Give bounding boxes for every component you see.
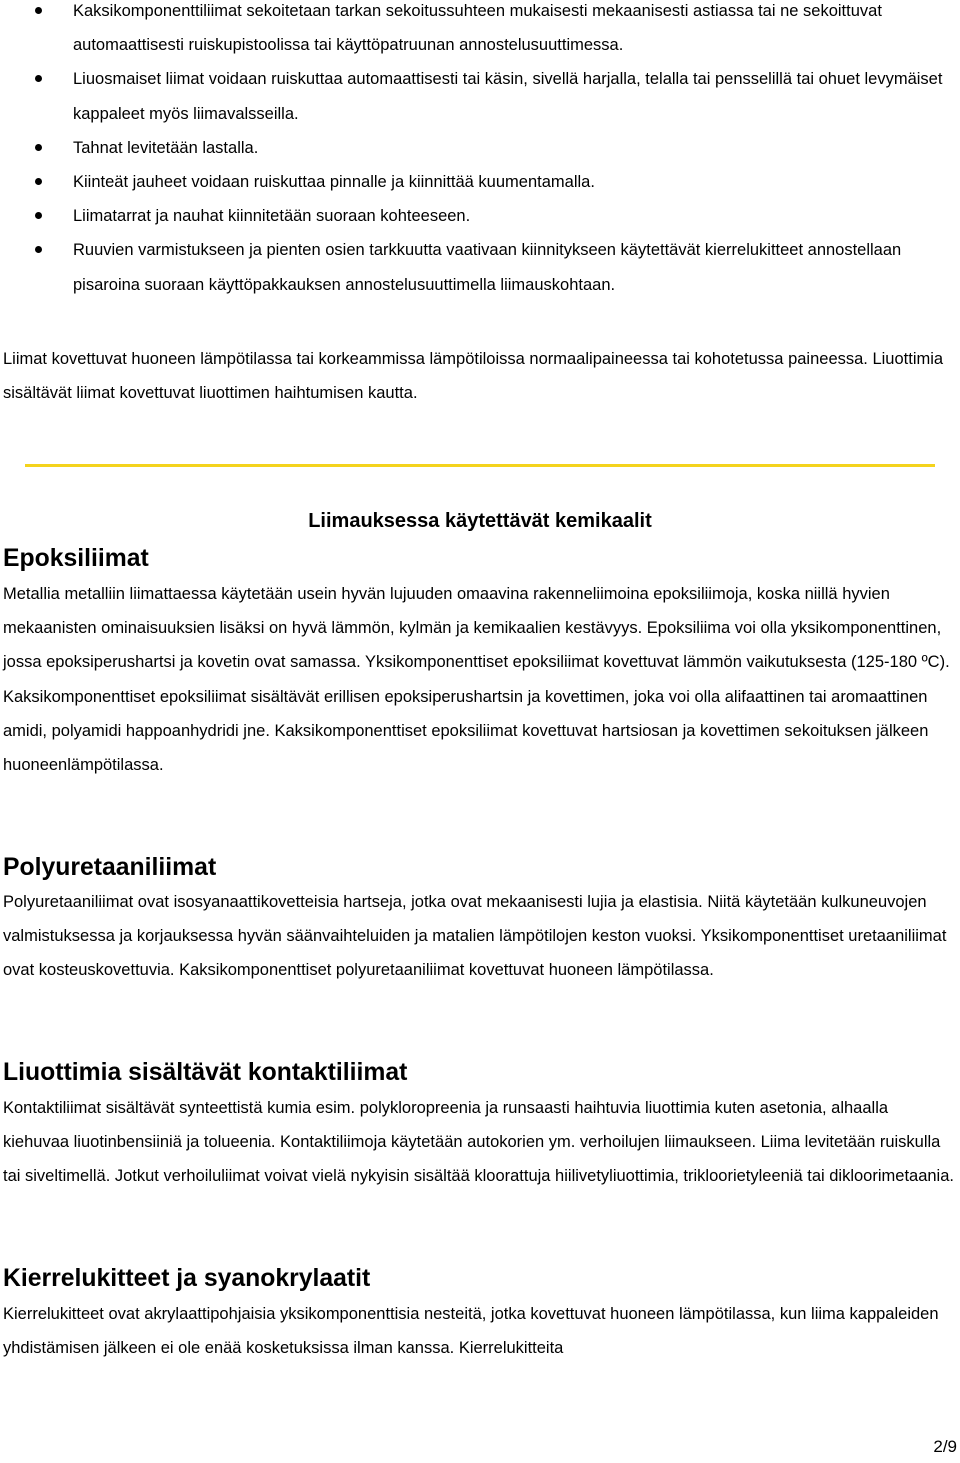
contact-adhesives-paragraph: Kontaktiliimat sisältävät synteettistä kumia esim. polykloropreenia ja runsaasti haihtuvia liuottimia kuten asetonia, alhaalla kiehuvaa liuotinbensiiniä ja tolueenia. Kontaktiliimoja käytetään autokorien ym. verhoilujen liimaukseen. Liima levitetään ruiskulla tai siveltimellä. Jotkut verhoiluliimat voivat vielä nykyisin sisältää kloorattuja hiilivetyliuottimia, trikloorietyleeniä tai dikloorimetaania. <box>3 1099 954 1186</box>
application-methods-list <box>0 0 960 302</box>
bullet-icon <box>35 212 42 219</box>
bullet-icon <box>35 144 42 151</box>
curing-paragraph: Liimat kovettuvat huoneen lämpötilassa tai korkeammissa lämpötiloissa normaalipaineessa tai kohotetussa paineessa. Liuottimia sisältävät liimat kovettuvat liuottimen haihtumisen kautta. <box>3 350 944 403</box>
epoxy-heading: Epoksiliimat <box>3 545 149 572</box>
list-item-text: Ruuvien varmistukseen ja pienten osien tarkkuutta vaativaan kiinnitykseen käytettävät kierrelukitteet annostellaan pisaroina suoraan käyttöpakkauksen annostelusuuttimella liimauskohtaan. <box>73 241 902 294</box>
list-item <box>0 131 960 165</box>
list-item-text: Liuosmaiset liimat voidaan ruiskuttaa automaattisesti tai käsin, sivellä harjalla, telalla tai pensselillä tai ohuet levymäiset kappaleet myös liimavalsseilla. <box>73 70 943 123</box>
list-item <box>0 233 960 301</box>
bullet-icon <box>35 246 42 253</box>
bullet-icon <box>35 178 42 185</box>
contact-adhesives-heading: Liuottimia sisältävät kontaktiliimat <box>3 1059 408 1086</box>
list-item <box>0 0 960 62</box>
epoxy-paragraph: Metallia metalliin liimattaessa käytetään usein hyvän lujuuden omaavina rakenneliimoina epoksiliimoja, koska niillä hyvien mekaanisten ominaisuuksien lisäksi on hyvä lämmön, kylmän ja kemikaalien kestävyys. Epoksiliima voi olla yksikomponenttinen, jossa epoksiperushartsi ja kovetin ovat samassa. Yksikomponenttiset epoksiliimat kovettuvat lämmön vaikutuksesta (125-180 ºC). Kaksikomponenttiset epoksiliimat sisältävät erillisen epoksiperushartsin ja kovettimen, joka voi olla alifaattinen tai aromaattinen amidi, polyamidi happoanhydridi jne. Kaksikomponenttiset epoksiliimat kovettuvat hartsiosan ja kovettimen sekoituksen jälkeen huoneenlämpötilassa. <box>3 585 950 775</box>
section-title <box>0 503 960 539</box>
section-title-text: Liimauksessa käytettävät kemikaalit <box>308 510 652 532</box>
list-item-text: Kaksikomponenttiliimat sekoitetaan tarkan sekoitussuhteen mukaisesti mekaanisesti astiassa tai ne sekoittuvat automaattisesti ruiskupistoolissa tai käyttöpatruunan annostelusuuttimessa. <box>73 2 882 55</box>
list-item-text: Liimatarrat ja nauhat kiinnitetään suoraan kohteeseen. <box>73 207 471 226</box>
list-item <box>0 165 960 199</box>
bullet-icon <box>35 7 42 14</box>
threadlock-heading: Kierrelukitteet ja syanokrylaatit <box>3 1265 371 1292</box>
threadlock-paragraph: Kierrelukitteet ovat akrylaattipohjaisia yksikomponenttisia nesteitä, jotka kovettuvat huoneen lämpötilassa, kun liima kappaleiden yhdistämisen jälkeen ei ole enää kosketuksissa ilman kanssa. Kierrelukitteita <box>3 1305 939 1358</box>
bullet-icon <box>35 75 42 82</box>
polyurethane-paragraph: Polyuretaaniliimat ovat isosyanaattikovetteisia hartseja, jotka ovat mekaanisesti lujia ja elastisia. Niitä käytetään kulkuneuvojen valmistuksessa ja korjauksessa hyvän säänvaihteluiden ja matalien lämpötilojen keston vuoksi. Yksikomponenttiset uretaaniliimat ovat kosteuskovettuvia. Kaksikomponenttiset polyuretaaniliimat kovettuvat huoneen lämpötilassa. <box>3 893 947 980</box>
page-number: 2/9 <box>933 1437 957 1456</box>
section-divider <box>25 464 935 467</box>
polyurethane-heading: Polyuretaaniliimat <box>3 854 217 881</box>
list-item <box>0 62 960 130</box>
list-item-text: Kiinteät jauheet voidaan ruiskuttaa pinnalle ja kiinnittää kuumentamalla. <box>73 173 595 192</box>
list-item <box>0 199 960 233</box>
list-item-text: Tahnat levitetään lastalla. <box>73 138 259 157</box>
